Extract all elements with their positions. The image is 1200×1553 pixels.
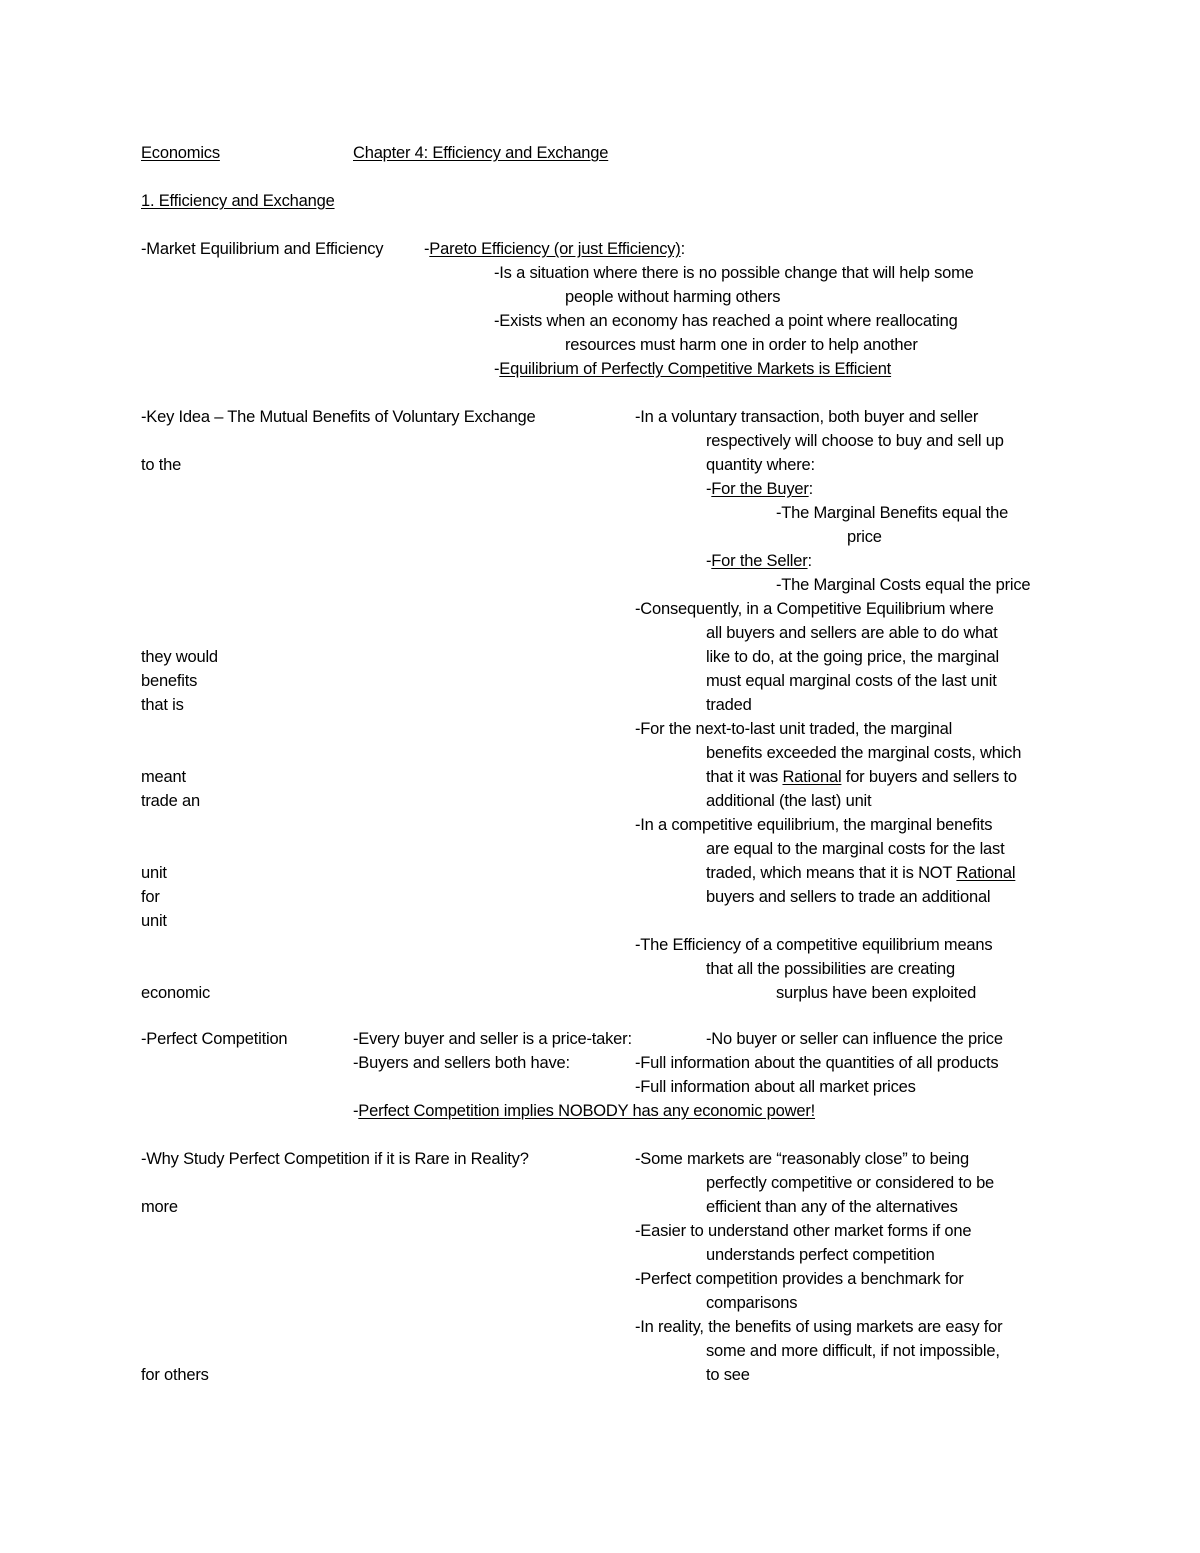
conclusion-prefix: - (494, 360, 500, 378)
pareto-point-1: -Is a situation where there is no possible change that will help some (494, 264, 974, 282)
rational-term: Rational (782, 768, 842, 786)
left-fragment-trade-an: trade an (141, 792, 200, 810)
pareto-label: Pareto Efficiency (or just Efficiency) (429, 240, 681, 258)
buyer-marginal-benefits-cont: price (847, 528, 882, 546)
competitive-equilibrium-line-1: -In a competitive equilibrium, the marginal benefits (635, 816, 993, 834)
consequently-line-2: all buyers and sellers are able to do what (706, 624, 998, 642)
efficiency-meaning-line-1: -The Efficiency of a competitive equilibrium means (635, 936, 993, 954)
left-fragment-meant: meant (141, 768, 186, 786)
easier-line-2: understands perfect competition (706, 1246, 935, 1264)
pareto-point-1-cont: people without harming others (565, 288, 781, 306)
perfect-competition-topic: -Perfect Competition (141, 1030, 288, 1048)
in-reality-line-1: -In reality, the benefits of using markets are easy for (635, 1318, 1003, 1336)
next-to-last-line-2: benefits exceeded the marginal costs, which (706, 744, 1022, 762)
buyer-suffix: : (808, 480, 814, 498)
pareto-point-2: -Exists when an economy has reached a point where reallocating (494, 312, 958, 330)
consequently-line-5: traded (706, 696, 752, 714)
consequently-line-3: like to do, at the going price, the marginal (706, 648, 999, 666)
rational-pre: that it was (706, 768, 783, 786)
left-fragment-for: for (141, 888, 160, 906)
implies-prefix: - (353, 1102, 359, 1120)
left-fragment-they-would: they would (141, 648, 218, 666)
seller-label: For the Seller (711, 552, 808, 570)
not-rational-pre: traded, which means that it is NOT (706, 864, 957, 882)
seller-marginal-costs: -The Marginal Costs equal the price (776, 576, 1031, 594)
full-info-prices: -Full information about all market prices (635, 1078, 916, 1096)
no-economic-power (353, 1099, 815, 1123)
efficiency-meaning-line-3: surplus have been exploited (776, 984, 977, 1002)
benchmark-line-2: comparisons (706, 1294, 798, 1312)
key-idea-topic: -Key Idea – The Mutual Benefits of Voluntary Exchange (141, 408, 536, 426)
left-fragment-unit-1: unit (141, 864, 167, 882)
reasonably-close-line-1: -Some markets are “reasonably close” to being (635, 1150, 969, 1168)
both-have-line: -Buyers and sellers both have: (353, 1054, 570, 1072)
competitive-equilibrium-line-4: buyers and sellers to trade an additional (706, 888, 991, 906)
buyer-marginal-benefits: -The Marginal Benefits equal the (776, 504, 1009, 522)
next-to-last-line-4: additional (the last) unit (706, 792, 872, 810)
competitive-equilibrium-line-2: are equal to the marginal costs for the last (706, 840, 1005, 858)
buyer-label: For the Buyer (711, 480, 809, 498)
section-heading: 1. Efficiency and Exchange (141, 192, 335, 210)
chapter-title: Chapter 4: Efficiency and Exchange (353, 144, 609, 162)
for-the-seller (706, 549, 812, 573)
in-reality-line-3: to see (706, 1366, 750, 1384)
not-rational-term: Rational (956, 864, 1016, 882)
pareto-suffix: : (680, 240, 685, 258)
left-fragment-that-is: that is (141, 696, 184, 714)
no-influence-line: -No buyer or seller can influence the price (706, 1030, 1003, 1048)
conclusion-text: Equilibrium of Perfectly Competitive Markets is Efficient (499, 360, 892, 378)
seller-prefix: - (706, 552, 712, 570)
buyer-prefix: - (706, 480, 712, 498)
competitive-equilibrium-line-3 (706, 861, 1015, 885)
full-info-quantities: -Full information about the quantities of all products (635, 1054, 999, 1072)
consequently-line-4: must equal marginal costs of the last unit (706, 672, 997, 690)
reasonably-close-line-3: efficient than any of the alternatives (706, 1198, 958, 1216)
benchmark-line-1: -Perfect competition provides a benchmark for (635, 1270, 964, 1288)
consequently-line-1: -Consequently, in a Competitive Equilibrium where (635, 600, 994, 618)
why-study-topic: -Why Study Perfect Competition if it is Rare in Reality? (141, 1150, 529, 1168)
rational-post: for buyers and sellers to (841, 768, 1017, 786)
easier-line-1: -Easier to understand other market forms if one (635, 1222, 972, 1240)
efficiency-meaning-line-2: that all the possibilities are creating (706, 960, 956, 978)
reasonably-close-line-2: perfectly competitive or considered to be (706, 1174, 995, 1192)
price-taker-line: -Every buyer and seller is a price-taker: (353, 1030, 632, 1048)
pareto-conclusion (494, 357, 891, 381)
voluntary-transaction-line-1: -In a voluntary transaction, both buyer and seller (635, 408, 979, 426)
in-reality-line-2: some and more difficult, if not impossible, (706, 1342, 1000, 1360)
seller-suffix: : (807, 552, 812, 570)
course-title: Economics (141, 144, 220, 162)
left-fragment-economic: economic (141, 984, 211, 1002)
left-fragment-unit-2: unit (141, 912, 167, 930)
next-to-last-line-3 (706, 765, 1017, 789)
pareto-prefix: - (424, 240, 430, 258)
for-the-buyer (706, 477, 813, 501)
voluntary-transaction-line-3: quantity where: (706, 456, 815, 474)
pareto-efficiency-line (424, 237, 685, 261)
left-fragment-to-the: to the (141, 456, 182, 474)
voluntary-transaction-line-2: respectively will choose to buy and sell up (706, 432, 1004, 450)
pareto-point-2-cont: resources must harm one in order to help another (565, 336, 918, 354)
left-fragment-more: more (141, 1198, 178, 1216)
left-fragment-benefits: benefits (141, 672, 198, 690)
left-fragment-for-others: for others (141, 1366, 209, 1384)
implies-text: Perfect Competition implies NOBODY has any economic power! (358, 1102, 816, 1120)
next-to-last-line-1: -For the next-to-last unit traded, the marginal (635, 720, 953, 738)
market-equilibrium-topic: -Market Equilibrium and Efficiency (141, 240, 384, 258)
